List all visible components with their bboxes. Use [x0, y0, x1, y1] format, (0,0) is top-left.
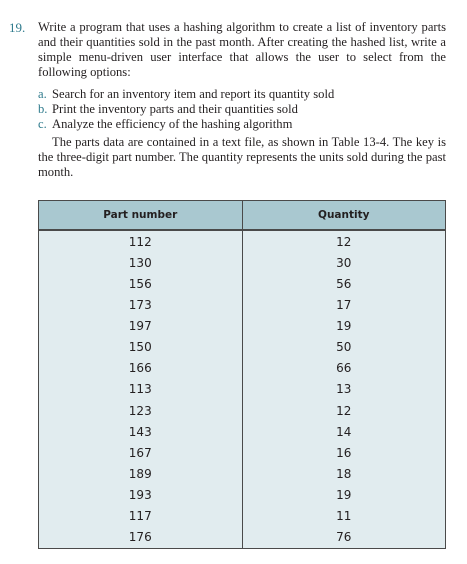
part-number-cell: 113	[39, 379, 242, 400]
exercise-intro: Write a program that uses a hashing algorithm to create a list of inventory parts and their quantities sold in the past month. After creating the hashed list, write a simple menu-driven user interface that allows the user to select from the following options:	[38, 20, 446, 80]
part-number-cell: 173	[39, 294, 242, 315]
quantity-cell: 17	[336, 297, 352, 312]
quantity-cell: 12	[336, 403, 352, 418]
part-number-cell: 193	[39, 485, 242, 506]
table-row	[39, 527, 445, 548]
quantity-cell: 56	[336, 276, 352, 291]
table-row	[39, 316, 445, 337]
table-row	[39, 379, 445, 400]
table-row	[39, 485, 445, 506]
data-description: The parts data are contained in a text file, as shown in Table 13-4. The key is the three-digit part number. The quantity represents the units sold during the past month.	[38, 135, 446, 180]
quantity-cell: 19	[336, 488, 352, 503]
table-row	[39, 294, 445, 315]
part-number-cell: 130	[39, 252, 242, 273]
table-row	[39, 506, 445, 527]
exercise-number: 19.	[9, 20, 26, 35]
table-header-row	[39, 201, 445, 230]
table-row	[39, 358, 445, 379]
option-item	[38, 117, 446, 132]
option-letter: b.	[38, 102, 48, 117]
option-text: Print the inventory parts and their quantities sold	[52, 102, 298, 117]
part-number-cell: 150	[39, 337, 242, 358]
table-row	[39, 337, 445, 358]
part-number-cell: 117	[39, 506, 242, 527]
table-row	[39, 252, 445, 273]
quantity-cell: 76	[336, 530, 352, 545]
table-row	[39, 463, 445, 484]
header-quantity: Quantity	[242, 201, 445, 230]
quantity-cell: 11	[336, 509, 352, 524]
part-number-cell: 143	[39, 421, 242, 442]
quantity-cell: 14	[336, 424, 352, 439]
part-number-cell: 123	[39, 400, 242, 421]
header-part-number: Part number	[39, 201, 242, 230]
option-letter: a.	[38, 87, 47, 101]
part-number-cell: 112	[39, 230, 242, 252]
option-item	[38, 87, 446, 102]
table-row	[39, 230, 445, 252]
option-letter: c.	[38, 117, 47, 132]
quantity-cell: 12	[336, 234, 352, 249]
table-row	[39, 273, 445, 294]
part-number-cell: 156	[39, 273, 242, 294]
quantity-cell: 16	[336, 445, 352, 460]
quantity-cell: 18	[336, 466, 352, 481]
part-number-cell: 197	[39, 316, 242, 337]
table-row	[39, 400, 445, 421]
part-number-cell: 166	[39, 358, 242, 379]
quantity-cell: 30	[336, 255, 352, 270]
table-row	[39, 442, 445, 463]
quantity-cell: 50	[336, 340, 352, 355]
option-text: Search for an inventory item and report its quantity sold	[52, 87, 335, 101]
part-number-cell: 189	[39, 463, 242, 484]
menu-options-list	[38, 87, 446, 133]
quantity-cell: 13	[336, 382, 352, 397]
table-row	[39, 421, 445, 442]
quantity-cell: 19	[336, 319, 352, 334]
part-number-cell: 176	[39, 527, 242, 548]
quantity-cell: 66	[336, 361, 352, 376]
option-item	[38, 102, 446, 117]
part-number-cell: 167	[39, 442, 242, 463]
parts-table	[38, 200, 446, 549]
option-text: Analyze the efficiency of the hashing algorithm	[52, 117, 293, 132]
